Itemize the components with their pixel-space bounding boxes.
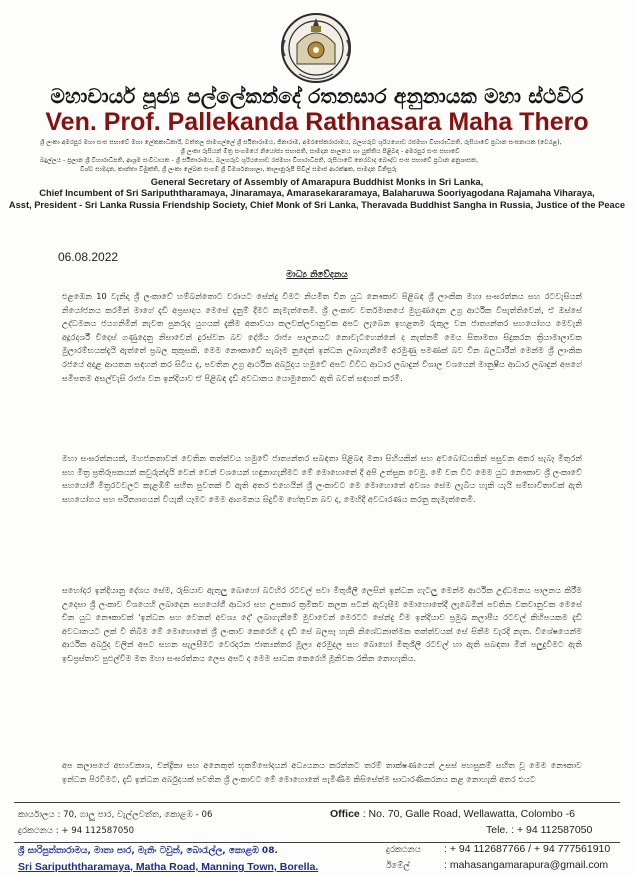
email-label: ඊමේල් — [386, 861, 410, 871]
office-address-sinhala: කාර්යාලය : 70, ගාලු පාර, වැල්ලවත්ත, කොළඹ - 06 — [18, 810, 213, 820]
tele-label: Tele. — [486, 824, 509, 836]
footer-divider-top — [14, 802, 620, 803]
title-sinhala: මහාචාර්ය පූජ්‍ය පල්ලේකන්දේ රතනසාර අනුනායක මහා ස්ථවිර — [50, 84, 584, 108]
paragraph-4: අප කලාපයේ අභ්‍යවකාශ, චන්ද්‍රිකා සහ අනෙකුත් භූකම්පෝදයන් අධ්‍යයනය කරන්නට තරම් තාක්ෂණයෙන් උසස් පහසුකම් සහිත වූ මෙම නෞකාව ඉන්ධන පිරවීමට, දැඩි ඉන්ධන අර්බුදයක් පවතින ශ්‍රී ලංකාවට මේ මොහොතේ පැමිණීම කිසිසේත්ම සාධාරණිකරනය කළ නොහැකි අතර එයට — [62, 760, 582, 784]
paragraph-3: සහෝදර ඉන්දියානු දේශය සේම, රුසියාව ඇතුලු බොහෝ බටහිර රටවල් පවා මිතුශීලී ලෙසින් ඉන්ධන ගැටලු මෙන්ම ආර්ථික උද්ධමනය පාලනය කිරීම උදෙසා ශ්‍රී ලංකාව විශයෙහි ලබාදෙන සහයෝගී ආධාර සහ උපකාර ක්‍රමිකව කලක පටන් ඇවැසීම මොහොතේදී ලැබෙමින් පවතින වකවානුවක මෙසේ චීන යුධ නෞකාවක් 'ඉන්ධන සහ වෙනත් අවශ්‍ය දේ' ලබාගැනීමේ මුවාවෙන් මෙරටට සේන්දු වීම ඉන්දියාව ප්‍රමුඛ කලාපීය රටවල් කිහිපයකම දැඩි අවධානයට ලක් වී තිබීම මේ මොහොතේ ශ්‍රී ලංකාව කෙරෙහි ද දැඩි සේ බලපෑ හැකි නිශේධනාත්මක තත්ත්වයක් සේ සිතීම වැරදි නැත. විශේෂයෙන්ම ආර්ථික අර්බුද වලින් අපට සහන සැලසීමට වෙරදරන ජාත්‍යන්තර මූල්‍ය අරමුදල සහ බොහෝ මිතුශීලී රටවල් හා ඇති සබඳතා මින් පලුදුවීමට ඇති ඉඩප්‍රස්තාව පුළුල්වීම මත මහා සංඝරත්නය ලෙස අපට ද මෙම සාධක කෙරෙහි මූනිවක රකින නොහැකිය. — [62, 585, 582, 663]
sub-line-sinhala-1: ශ්‍රී ලංකා අමරපුර මහා සංඝ සභාවේ මහා ලේකකාධිකාරී, වත්තල ජාමගල්ලේ ශ්‍රී සර්‍රිතාරාමය, ජිනාරාම, අමරසේකරාරාමය, බලහරුව ශූරියගොඩ රජමහා විහාරාධිපති, රුසියාවේ ප්‍රධාන සංඝනායක (වෙරළ), — [40, 139, 562, 146]
designation-line-1: General Secretary of Assembly of Amarapura Buddhist Monks in Sri Lanka, — [150, 177, 484, 187]
sub-line-sinhala-3: බදුල්ලය - ප්‍රලාන ශ්‍රී විහාරාධිපති, ආශ්‍රම සංවිධායක - ශ්‍රී සර්‍රිතාරාමය, බලහරුව ශූරියගොඩ රජමහා විහාරාධිපති, රුසියාවේ තෙරවාද බෞද්ධ සංඝ සභාවේ ප්‍රධාන අනුශාසක, — [40, 157, 479, 164]
letter-date: 06.08.2022 — [58, 250, 119, 264]
office-phone-sinhala: දුරකථනය : + 94 112587050 — [18, 826, 135, 836]
phone2-label: දුරකථනය — [386, 845, 421, 855]
paragraph-2: මහා සංඝරත්නයක්, මහජනතාවන් වෙතින තත්ත්වය හමුවේ ජාත්‍යන්තර සබඳතා පිළිබඳ මනා සිහියකින් සහ අවබෝධයකින් පසුවන අතර සැබෑ මිතුරන් සහ මිත්‍ර ප්‍රතිරූපකයන් කවුරුන්දැයි වෙන් වෙන් වශයෙන් හඳුනාගැනීමට මේ මොහොතේ දී අපි උත්සුක වෙමු. මේ වන විට මෙම යුධ නෞකාව ශ්‍රී ලංකාවේ සහයෝගී මිත්‍රරටවලට කැළඹීම් සහිත පුවතක් වී ඇති අතර එහෙයින් ශ්‍රී ලංකාවට මෙ මොහොතේ අවශ්‍ය සේම ලැබිය හැකි යැයි සම්භාවිතාවක් ඇති සහයෝගය සහ පරිත්‍යාගයන් වියැකී යෑමට මෙම ආගමනය සිදුවීම හේතුවන බව ද, මෙහිදී අවධාරණය කරනු කැමැත්තෙමි. — [62, 453, 582, 504]
sub-line-sinhala-2: ශ්‍රී ලංකා රුසියන් මිත්‍ර සංගමයේ නියෝජ්‍ය සභාපති, සාමදාන පාලනය හා යුක්තිය පිළිබඳ - අමරපුර සංඝ සභාවේ — [180, 148, 460, 155]
office-label: Office — [330, 808, 360, 820]
designation-line-2: Chief Incumbent of Sri Saripuththaramaya, Jinaramaya, Amarasekararamaya, Balaharuwa Sooriyagodana Rajamaha Viharaya, — [39, 188, 595, 199]
media-release-heading: මාධ්‍ය නිවේදනය — [286, 270, 348, 280]
phone2-value: : + 94 112687766 / + 94 777561910 — [444, 843, 611, 855]
designation-line-3: Asst, President - Sri Lanka Russia Friendship Society, Chief Monk of Sri Lanka, Theravada Buddhist Sangha in Russia, Justice of the Peace — [8, 199, 626, 210]
english-designations — [0, 177, 634, 211]
office-address-english — [330, 808, 575, 820]
amarapura-emblem-logo — [277, 4, 355, 86]
paragraph-1: එළඹෙන 10 වැනිදා ශ්‍රී ලංකාවේ හම්බන්තොට වරායට සේන්දු වීමට නියමිත චීන යුධ නෞකාව පිළිබඳ ශ්‍රී ලාංකික මහා සංඝරත්නය සහ රටවැසියන් නියෝජනය කරමින් මාගේ දැඩි අප්‍රසාදය මෙසේ දැනුම් දීමට කැමැත්තෙමි. ශ්‍රී ලංකාව වර්තමානයේ මුහුණදෙන උග්‍ර ආර්ථික විපැත්තිවෙන්, ඒ ඔස්සේ උද්ධමනය ජයගනිමින් නැවත පුනරුද යුගයක් දැකීම අකාවයා කලවක්ලවානුවක අපට ලැබෙන ඉහළතම රුකුල වන ජාත්‍යන්තර සහයෝගය මෙවැනි අදූරදර්ශී විදෙස් ගණුදෙනු නිසාවෙන් දුරස්වන බව දේශීය රාජ්‍ය පාලනයට නොවැටහෙන්නේ ද නැත්නම් මෙය සිතාමතා සිදුකරන ක්‍රියාමාලාවක මුලාරම්භයක්දැයි ඇත්තේ ප්‍රබල කුකුසකි. මෙම නෞකාවේ සැබෑම නුදෙක් ඉන්ධන ලබාගැනීමේ අරමුණු පමණක් බව චීන බලධාරීන් මෙන්ම ශ්‍රී ලාංකික රජයේ අදාළ ආයතන සඳහන් කර සිටිය ද, පවතින උග්‍ර ආර්ථික අර්බුදය හමුවේ අපට විවිධ ආධාර ලබාදුන් විශාල වශයෙන් මානුෂීය ආධාර ලබාදුන් අපගේ සමීපතම අසල්වැසි රාජ්‍ය වන ඉන්දියාව ඒ පිළිබඳ දැඩි අවධානය යොමුකොට ඇති බවත් සඳහන් කරමි. — [62, 291, 582, 383]
office-tele-english — [486, 824, 592, 836]
office-value: : No. 70, Galle Road, Wellawatta, Colombo -6 — [362, 808, 575, 820]
title-english: Ven. Prof. Pallekanda Rathnasara Maha Thero — [45, 108, 589, 136]
temple-address-english: Sri Saripuththaramaya, Matha Road, Manning Town, Borella. — [18, 861, 319, 873]
tele-value: : + 94 112587050 — [511, 824, 593, 836]
sub-line-sinhala-4: විශ්ව සාමදාන, කාන්තා විමුක්ති, ශ්‍රී ලංකා ලේඛක සංගම් ශ්‍රී විමර්ශනශාලා, කාලානුරූපී සිවිල් සමාජ ආරක්ෂක, සාමදාන විනිසුරු — [80, 166, 397, 173]
email-value[interactable]: : mahasangamarapura@gmail.com — [444, 859, 609, 871]
letter-body — [62, 290, 582, 803]
temple-address-sinhala: ශ්‍රී සාරිපුත්තාරාමය, මාතා පාර, මැනිං ටවුන්, බොරැල්ල, කොළඹ 08. — [18, 846, 278, 856]
